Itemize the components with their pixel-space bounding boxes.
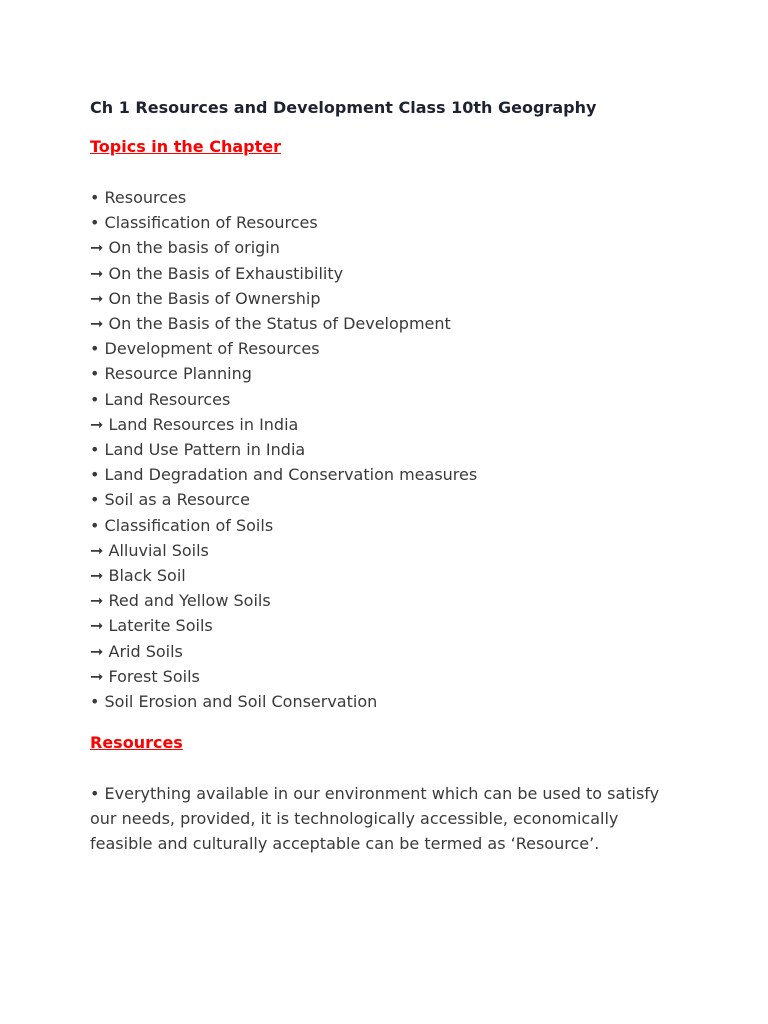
topics-heading: Topics in the Chapter: [90, 137, 281, 156]
topic-item: ➞ Black Soil: [90, 566, 186, 586]
topic-list: [90, 185, 690, 714]
topic-item: • Development of Resources: [90, 339, 320, 359]
topic-item: • Soil Erosion and Soil Conservation: [90, 692, 378, 712]
topic-item: • Land Degradation and Conservation measures: [90, 465, 478, 485]
topic-item: ➞ Forest Soils: [90, 666, 200, 686]
topic-item: ➞ On the Basis of the Status of Development: [90, 314, 451, 334]
resources-heading: Resources: [90, 733, 183, 753]
document-page: [90, 96, 690, 856]
topic-item: • Soil as a Resource: [90, 490, 250, 510]
topic-item: • Classification of Resources: [90, 213, 318, 233]
topic-item: ➞ On the basis of origin: [90, 238, 280, 258]
topic-item: ➞ Land Resources in India: [90, 414, 299, 434]
topic-item: • Resource Planning: [90, 364, 252, 384]
topic-item: • Classification of Soils: [90, 515, 274, 535]
document-title: Ch 1 Resources and Development Class 10th Geography: [90, 98, 597, 117]
topic-item: ➞ On the Basis of Exhaustibility: [90, 263, 344, 283]
topic-item: ➞ Arid Soils: [90, 641, 183, 661]
topic-item: ➞ Laterite Soils: [90, 616, 213, 636]
topic-item: • Resources: [90, 188, 187, 207]
topic-item: ➞ Red and Yellow Soils: [90, 591, 271, 611]
topic-item: • Land Resources: [90, 389, 231, 409]
topic-item: ➞ Alluvial Soils: [90, 540, 209, 560]
resources-paragraph: • Everything available in our environment which can be used to satisfy our needs, provided, it is technologically accessible, economically feasible and culturally acceptable can be termed as ‘Resource’.: [90, 784, 660, 854]
topic-item: • Land Use Pattern in India: [90, 440, 306, 460]
topic-item: ➞ On the Basis of Ownership: [90, 288, 321, 308]
